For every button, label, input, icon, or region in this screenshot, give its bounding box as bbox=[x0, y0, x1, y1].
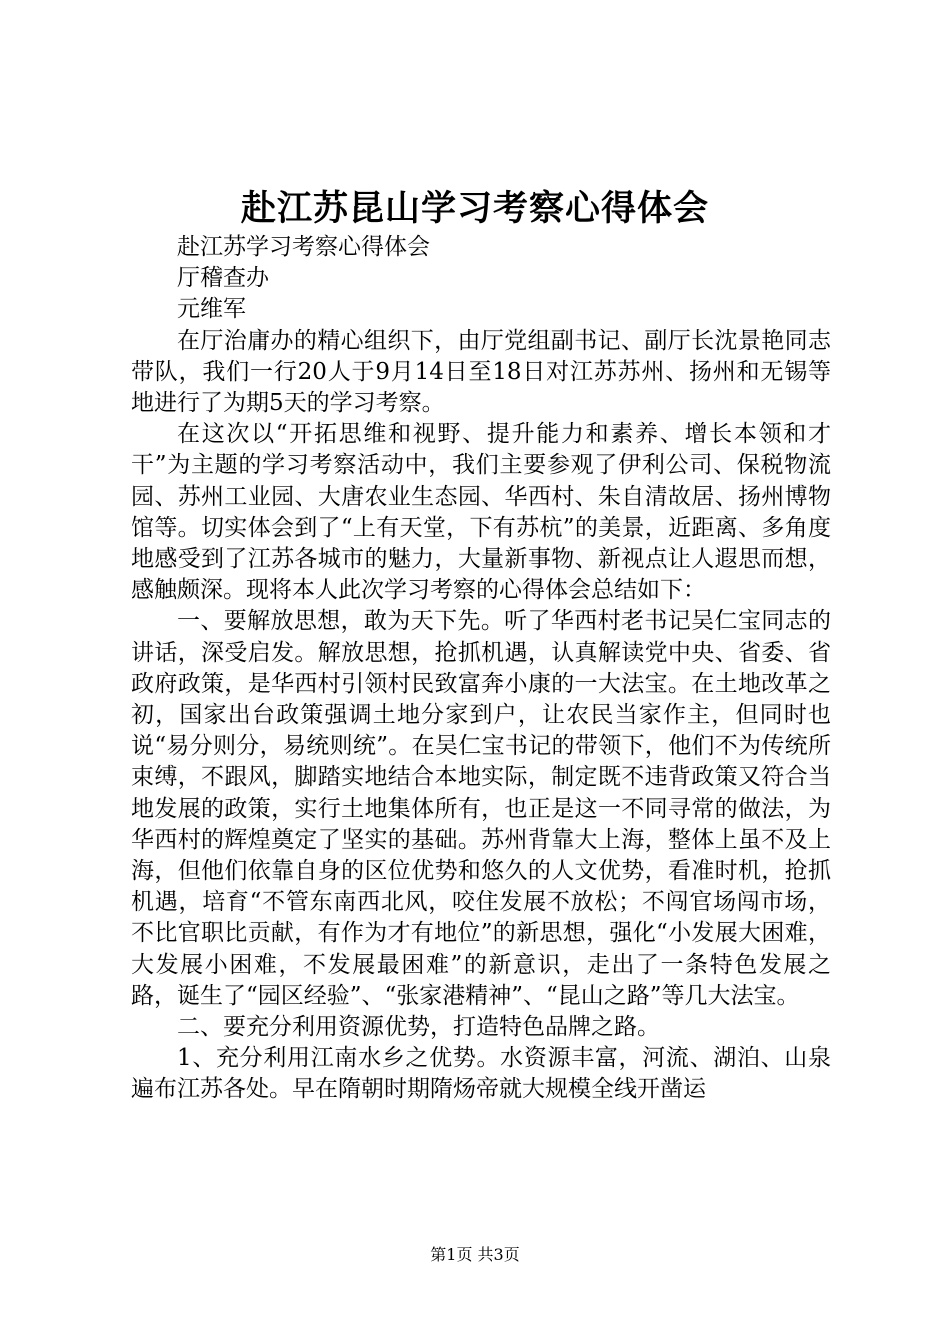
document-title: 赴江苏昆山学习考察心得体会 bbox=[240, 188, 709, 229]
page-indicator: 第1页 共3页 bbox=[430, 1245, 520, 1264]
paragraph-overview: 在这次以“开拓思维和视野、提升能力和素养、增长本领和才干”为主题的学习考察活动中，我们主要参观了伊利公司、保税物流园、苏州工业园、大唐农业生态园、华西村、朱自清故居、扬州博物馆等。切实体会到了“上有天堂，下有苏杭”的美景，近距离、多角度地感受到了江苏各城市的魅力，大量新事物、新视点让人遐思而想，感触颇深。现将本人此次学习考察的心得体会总结如下： bbox=[131, 421, 831, 604]
document-body bbox=[131, 232, 831, 1106]
paragraph-intro: 在厅治庸办的精心组织下，由厅党组副书记、副厅长沈景艳同志带队，我们一行20人于9月14日至18日对江苏苏州、扬州和无锡等地进行了为期5天的学习考察。 bbox=[131, 327, 831, 417]
paragraph-author: 元维军 bbox=[177, 296, 246, 323]
paragraph-section-2-heading: 二、要充分利用资源优势，打造特色品牌之路。 bbox=[177, 1014, 660, 1041]
paragraph-department: 厅稽查办 bbox=[177, 265, 269, 292]
paragraph-section-2-item-1: 1、充分利用江南水乡之优势。水资源丰富，河流、湖泊、山泉遍布江苏各处。早在隋朝时期隋炀帝就大规模全线开凿运 bbox=[131, 1045, 831, 1103]
paragraph-subtitle: 赴江苏学习考察心得体会 bbox=[177, 234, 430, 260]
paragraph-section-1: 一、要解放思想，敢为天下先。听了华西村老书记吴仁宝同志的讲话，深受启发。解放思想，抢抓机遇，认真解读党中央、省委、省政府政策，是华西村引领村民致富奔小康的一大法宝。在土地改革之初，国家出台政策强调土地分家到户，让农民当家作主，但同时也说“易分则分，易统则统”。在吴仁宝书记的带领下，他们不为传统所束缚，不跟风，脚踏实地结合本地实际，制定既不违背政策又符合当地发展的政策，实行土地集体所有，也正是这一不同寻常的做法，为华西村的辉煌奠定了坚实的基础。苏州背靠大上海，整体上虽不及上海，但他们依靠自身的区位优势和悠久的人文优势，看准时机，抢抓机遇，培育“不管东南西北风，咬住发展不放松；不闯官场闯市场，不比官职比贡献，有作为才有地位”的新思想，强化“小发展大困难，大发展小困难，不发展最困难”的新意识，走出了一条特色发展之路，诞生了“园区经验”、“张家港精神”、“昆山之路”等几大法宝。 bbox=[131, 608, 831, 1009]
